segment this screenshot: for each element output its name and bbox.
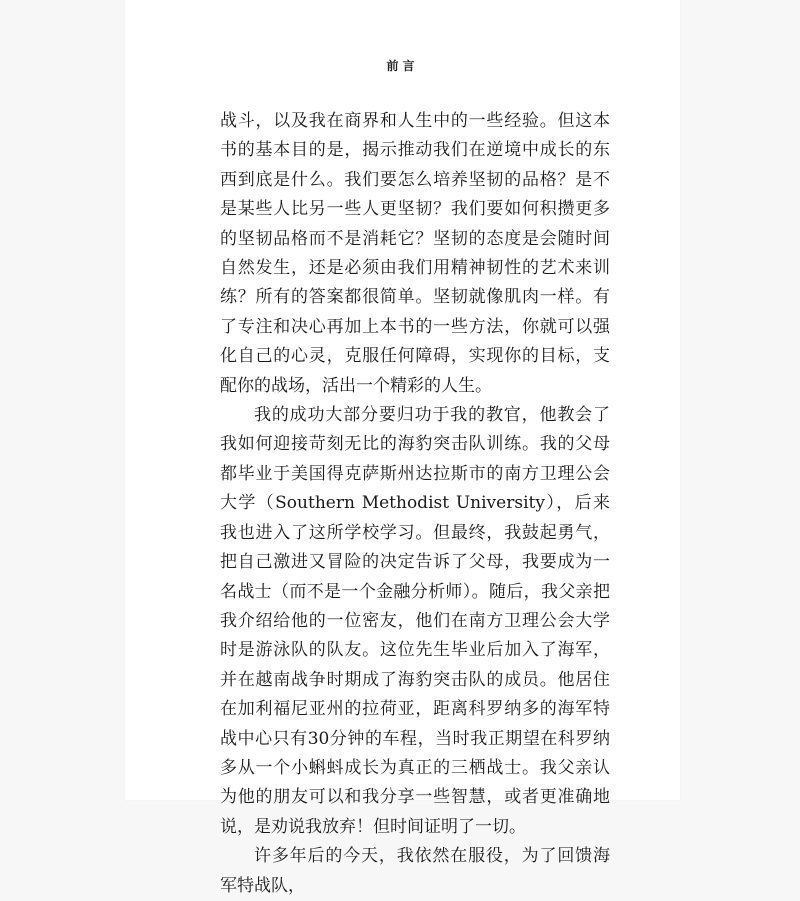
paragraph-2: 我的成功大部分要归功于我的教官，他教会了我如何迎接苛刻无比的海豹突击队训练。我的父母都毕业于美国得克萨斯州达拉斯市的南方卫理公会大学（Southern Methodist University），后来我也进入了这所学校学习。但最终，我鼓起勇气，把自己激进又冒险的决定告诉了父母，我要成为一名战士（而不是一个金融分析师）。随后，我父亲把我介绍给他的一位密友，他们在南方卫理公会大学时是游泳队的队友。这位先生毕业后加入了海军，并在越南战争时期成了海豹突击队的成员。他居住在加利福尼亚州的拉荷亚，距离科罗纳多的海军特战中心只有30分钟的车程，当时我正期望在科罗纳多从一个小蝌蚪成长为真正的三栖战士。我父亲认为他的朋友可以和我分享一些智慧，或者更准确地说，是劝说我放弃！但时间证明了一切。 — [220, 405, 610, 837]
paragraph-1: 战斗，以及我在商界和人生中的一些经验。但这本书的基本目的是，揭示推动我们在逆境中成长的东西到底是什么。我们要怎么培养坚韧的品格？是不是某些人比另一些人更坚韧？我们要如何积攒更多的坚韧品格而不是消耗它？坚韧的态度是会随时间自然发生，还是必须由我们用精神韧性的艺术来训练？所有的答案都很简单。坚韧就像肌肉一样。有了专注和决心再加上本书的一些方法，你就可以强化自己的心灵，克服任何障碍，实现你的目标，支配你的战场，活出一个精彩的人生。 — [220, 111, 610, 396]
paragraph-3: 许多年后的今天，我依然在服役，为了回馈海军特战队， — [220, 846, 610, 896]
page-header: 前言 — [386, 59, 419, 73]
page-body — [220, 107, 610, 901]
book-page — [125, 0, 680, 896]
